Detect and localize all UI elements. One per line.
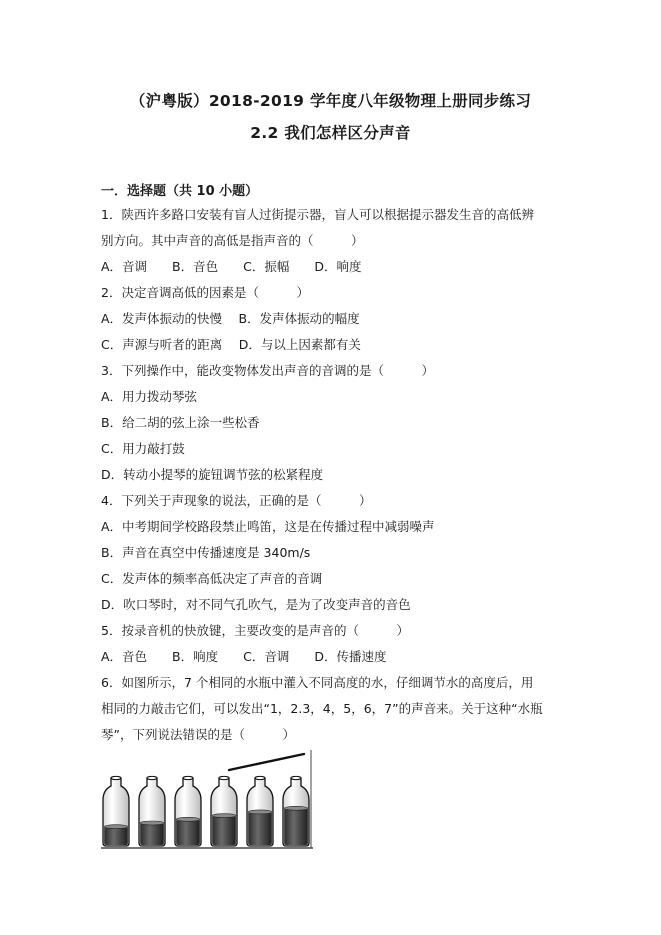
water-surface xyxy=(104,825,128,829)
question-1-options: A．音调 B．音色 C．振幅 D．响度 xyxy=(101,259,362,274)
bottle-rim xyxy=(219,776,229,779)
question-4-option-a: A．中考期间学校路段禁止鸣笛，这是在传播过程中减弱噪声 xyxy=(101,519,435,534)
water-bottle xyxy=(103,776,129,846)
water-bottle xyxy=(175,776,201,846)
bottle-rim xyxy=(111,776,121,779)
water-bottle xyxy=(247,776,273,846)
question-3-option-c: C．用力敲打鼓 xyxy=(101,441,185,456)
water-bottle xyxy=(211,776,237,846)
water-surface xyxy=(176,817,200,821)
question-5-options: A．音色 B．响度 C．音调 D．传播速度 xyxy=(101,649,387,664)
bottle-water xyxy=(212,816,236,845)
question-2-options-cd: C．声源与听者的距离 D．与以上因素都有关 xyxy=(101,337,361,352)
water-surface xyxy=(248,810,272,814)
document-title: （沪粤版）2018-2019 学年度八年级物理上册同步练习 xyxy=(129,92,532,110)
question-2-stem: 2．决定音调高低的因素是（ ） xyxy=(101,285,309,300)
water-surface xyxy=(140,821,164,825)
bottle-water xyxy=(284,808,308,845)
bottle-rim xyxy=(255,776,265,779)
question-1-line-1: 1．陕西许多路口安装有盲人过街提示器，盲人可以根据提示器发生音的高低辨 xyxy=(101,207,534,222)
question-4-option-b: B．声音在真空中传播速度是 340m/s xyxy=(101,545,311,560)
question-6-line-3: 琴”，下列说法错误的是（ ） xyxy=(101,727,295,742)
question-3-option-b: B．给二胡的弦上涂一些松香 xyxy=(101,415,260,430)
water-bottle-xylophone-figure xyxy=(99,748,315,850)
question-2-options-ab: A．发声体振动的快慢 B．发声体振动的幅度 xyxy=(101,311,360,326)
bottle-water xyxy=(104,827,128,845)
section-subtitle: 2.2 我们怎样区分声音 xyxy=(250,124,411,142)
question-3-stem: 3．下列操作中，能改变物体发出声音的音调的是（ ） xyxy=(101,363,434,378)
water-bottle xyxy=(139,776,165,846)
bottle-water xyxy=(248,812,272,845)
water-surface xyxy=(212,814,236,818)
question-4-option-c: C．发声体的频率高低决定了声音的音调 xyxy=(101,571,323,586)
bottle-rim xyxy=(291,776,301,779)
water-surface xyxy=(284,806,308,810)
bottle-rim xyxy=(183,776,193,779)
bottle-water xyxy=(140,823,164,845)
question-5-stem: 5．按录音机的快放键，主要改变的是声音的（ ） xyxy=(101,623,409,638)
question-4-stem: 4．下列关于声现象的说法，正确的是（ ） xyxy=(101,493,372,508)
question-4-option-d: D．吹口琴时，对不同气孔吹气，是为了改变声音的音色 xyxy=(101,597,411,612)
question-section-heading: 一．选择题（共 10 小题） xyxy=(101,184,259,199)
bottle-rim xyxy=(147,776,157,779)
question-6-line-2: 相同的力敲击它们，可以发出“1，2.3，4，5，6，7”的声音来。关于这种“水瓶 xyxy=(101,701,543,716)
question-3-option-a: A．用力拨动琴弦 xyxy=(101,389,198,404)
bottle-water xyxy=(176,819,200,845)
question-6-line-1: 6．如图所示，7 个相同的水瓶中灌入不同高度的水，仔细调节水的高度后，用 xyxy=(101,675,534,690)
question-3-option-d: D．转动小提琴的旋钮调节弦的松紧程度 xyxy=(101,467,324,482)
water-bottle xyxy=(283,776,309,846)
question-1-line-2: 别方向。其中声音的高低是指声音的（ ） xyxy=(101,233,364,248)
